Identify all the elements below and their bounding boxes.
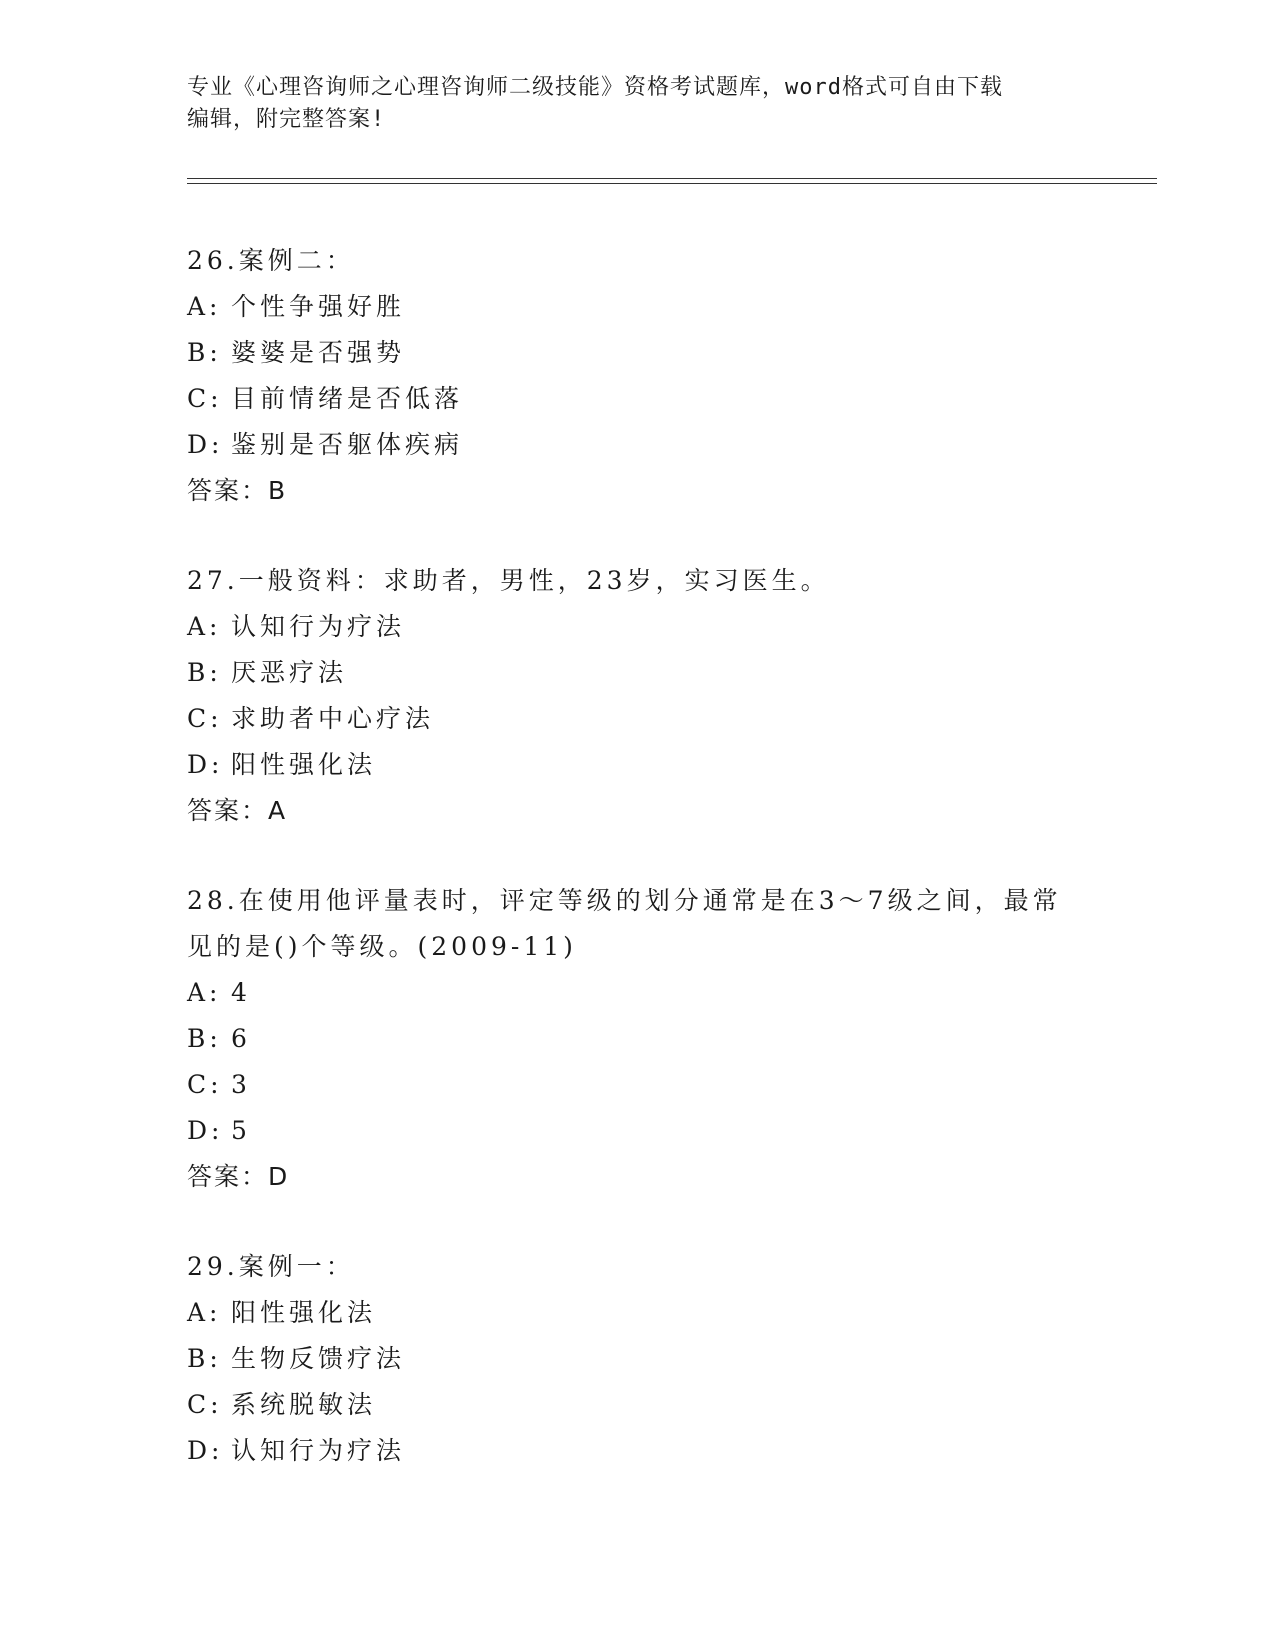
option-key: B: [187, 658, 222, 687]
option-key: D: [187, 1436, 224, 1465]
option-key: A: [187, 292, 222, 321]
option-key: B: [187, 1024, 222, 1053]
option-text: 5 [231, 1116, 251, 1145]
option-d [187, 1108, 1087, 1154]
option-text: 鉴别是否躯体疾病 [231, 430, 464, 459]
option-b [187, 1016, 1087, 1062]
option-c [187, 1382, 1087, 1428]
option-a [187, 1290, 1087, 1336]
question-stem: 27.一般资料：求助者，男性，23岁，实习医生。 [187, 566, 830, 595]
option-key: C: [187, 1070, 223, 1099]
option-key: D: [187, 430, 224, 459]
answer-line: 答案：B [187, 476, 288, 505]
option-a [187, 604, 1087, 650]
option-a [187, 284, 1087, 330]
option-d [187, 422, 1087, 468]
option-key: C: [187, 704, 223, 733]
option-text: 厌恶疗法 [231, 658, 348, 687]
option-key: D: [187, 750, 224, 779]
question-stem: 28.在使用他评量表时，评定等级的划分通常是在3～7级之间，最常 [187, 886, 1062, 915]
option-b [187, 1336, 1087, 1382]
option-key: A: [187, 612, 222, 641]
header-title-line-1: 专业《心理咨询师之心理咨询师二级技能》资格考试题库，word格式可自由下载 [187, 75, 1003, 100]
option-c [187, 1062, 1087, 1108]
header-divider-top [187, 178, 1157, 179]
option-b [187, 650, 1087, 696]
answer-line: 答案：D [187, 1162, 290, 1191]
header-divider-bottom [187, 183, 1157, 184]
answer-line: 答案：A [187, 796, 288, 825]
question-list [187, 238, 1087, 1518]
option-key: A: [187, 978, 222, 1007]
option-key: A: [187, 1298, 222, 1327]
option-text: 生物反馈疗法 [231, 1344, 406, 1373]
question-stem: 26.案例二： [187, 246, 355, 275]
option-text: 3 [231, 1070, 251, 1099]
option-text: 系统脱敏法 [231, 1390, 377, 1419]
question-stem-continued: 见的是()个等级。(2009-11) [187, 932, 577, 961]
option-text: 6 [231, 1024, 251, 1053]
document-header [187, 72, 1087, 136]
question-29 [187, 1244, 1087, 1474]
option-key: D: [187, 1116, 224, 1145]
option-c [187, 376, 1087, 422]
option-text: 个性争强好胜 [231, 292, 406, 321]
option-key: B: [187, 1344, 222, 1373]
option-a [187, 970, 1087, 1016]
option-d [187, 1428, 1087, 1474]
question-26 [187, 238, 1087, 514]
question-28 [187, 878, 1087, 1200]
option-text: 目前情绪是否低落 [231, 384, 464, 413]
option-b [187, 330, 1087, 376]
option-key: C: [187, 384, 223, 413]
option-text: 认知行为疗法 [231, 1436, 406, 1465]
question-stem: 29.案例一： [187, 1252, 355, 1281]
option-c [187, 696, 1087, 742]
option-text: 求助者中心疗法 [231, 704, 435, 733]
question-27 [187, 558, 1087, 834]
option-key: B: [187, 338, 222, 367]
option-text: 婆婆是否强势 [231, 338, 406, 367]
option-text: 阳性强化法 [231, 750, 377, 779]
header-title-line-2: 编辑，附完整答案! [187, 107, 386, 132]
option-text: 阳性强化法 [231, 1298, 377, 1327]
option-text: 4 [231, 978, 251, 1007]
option-d [187, 742, 1087, 788]
option-key: C: [187, 1390, 223, 1419]
option-text: 认知行为疗法 [231, 612, 406, 641]
